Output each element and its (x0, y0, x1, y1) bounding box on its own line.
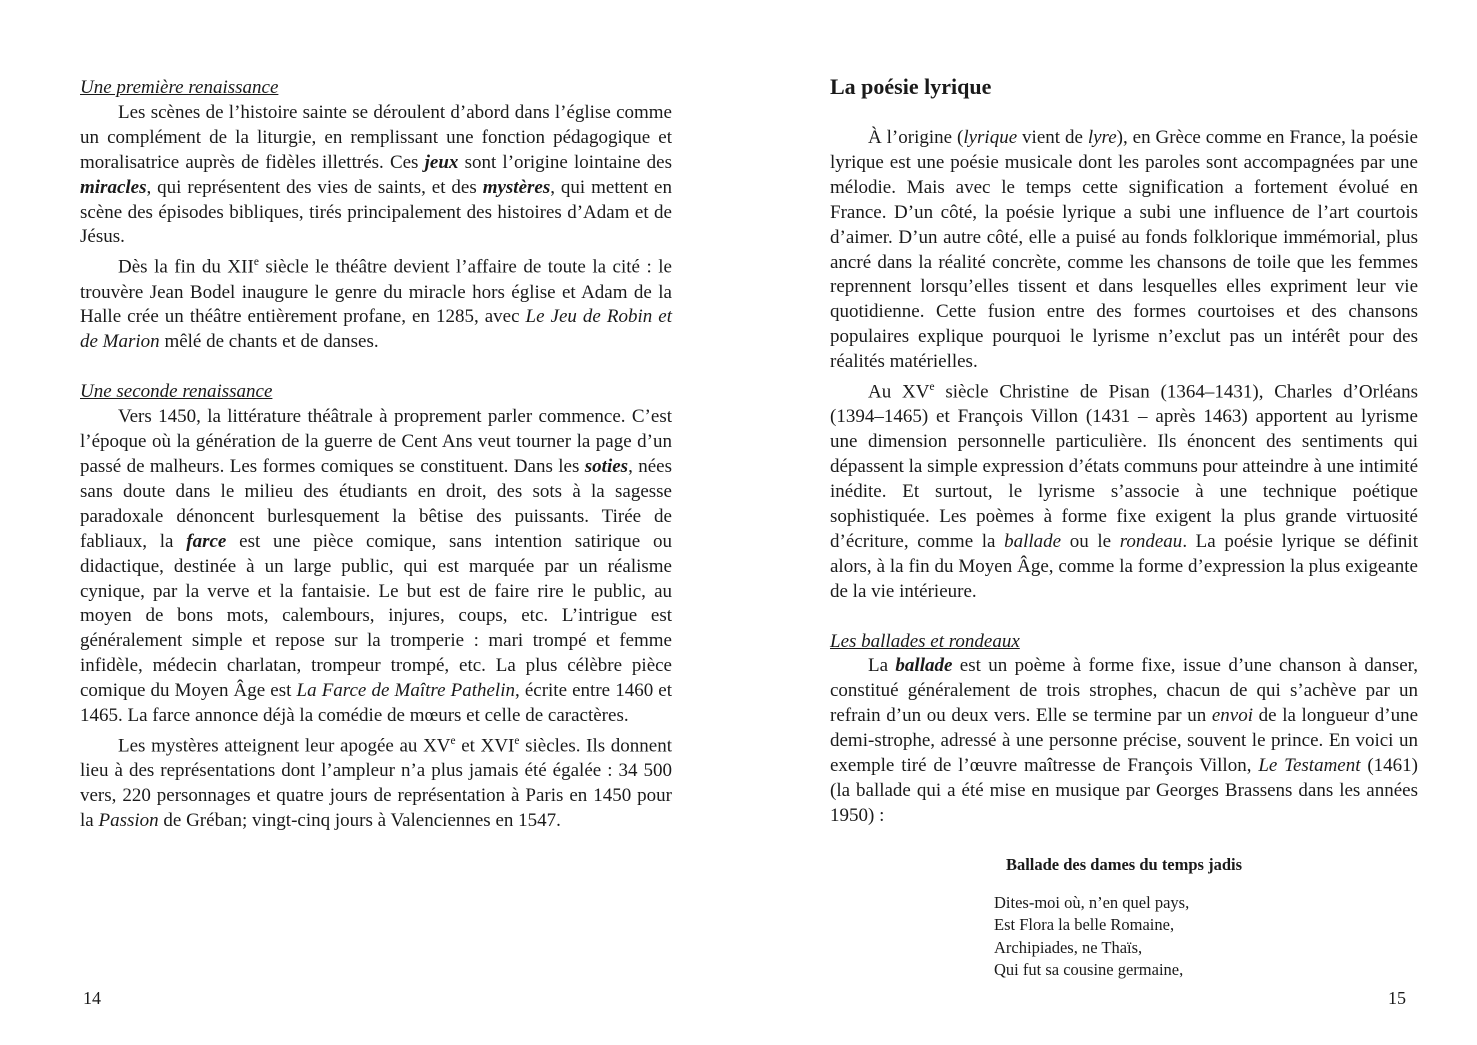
chapter-title: La poésie lyrique (830, 74, 992, 99)
page-number: 15 (1388, 988, 1406, 1008)
right-page (738, 0, 1477, 1045)
right-text-column (830, 74, 1418, 982)
section-heading: Une première renaissance (80, 77, 279, 98)
poem-title: Ballade des dames du temps jadis (1005, 854, 1243, 874)
paragraph: Les mystères atteignent leur apogée au XVe et XVIe siècles. Ils donnent lieu à des représentations dont l’ampleur n’a plus jamais été égalée : 34 500 vers, 220 personnages et quatre jours de représentation à Paris en 1450 pour la Passion de Gréban; vingt-cinq jours à Valenciennes en 1547. (80, 734, 673, 832)
paragraph: Les scènes de l’histoire sainte se déroulent d’abord dans l’église comme un complément de la liturgie, en remplissant une fonction pédagogique et moralisatrice auprès de fidèles illettrés. Ces jeux sont l’origine lointaine des miracles, qui représentent des vies de saints, et des mystères, qui mettent en scène des épisodes bibliques, tirés principalement des histoires d’Adam et de Jésus. (80, 101, 673, 248)
paragraph: À l’origine (lyrique vient de lyre), en Grèce comme en France, la poésie lyrique est une poésie musicale dont les paroles sont accompagnées par une mélodie. Mais avec le temps cette signification a fortement évolué en France. D’un côté, la poésie lyrique a subi une influence de l’art courtois d’aimer. D’un autre côté, elle a puisé au fonds folklorique immémorial, plus ancré dans la réalité concrète, comme les chansons de toile que les femmes reprennent lorsqu’elles tissent et dans lesquelles elles expriment leur vie quotidienne. Cette fusion entre des formes courtoises et des chansons populaires explique pourquoi le lyrisme n’exclut pas un intérêt pour des réalités matérielles. (830, 127, 1418, 373)
paragraph: Vers 1450, la littérature théâtrale à proprement parler commence. C’est l’époque où la génération de la guerre de Cent Ans veut tourner la page d’un passé de malheurs. Les formes comiques se constituent. Dans les soties, nées sans doute dans le milieu des étudiants en droit, des sots à la sagesse paradoxale dénoncent burlesquement la bêtise des puissants. Tirée de fabliaux, la farce est une pièce comique, sans intention satirique ou didactique, destinée à un large public, qui est marquée par un réalisme cynique, par la verve et la fantaisie. Le but est de faire rire le public, au moyen de bons mots, calembours, injures, coups, etc. L’intrigue est généralement simple et repose sur la tromperie : mari trompé et femme infidèle, médecin charlatan, trompeur trompé, etc. La plus célèbre pièce comique du Moyen Âge est La Farce de Maître Pathelin, écrite entre 1460 et 1465. La farce annonce déjà la comédie de mœurs et celle de caractères. (80, 406, 673, 727)
left-text-column (80, 76, 672, 834)
paragraph: Au XVe siècle Christine de Pisan (1364–1431), Charles d’Orléans (1394–1465) et François Villon (1431 – après 1463) apportent au lyrisme une dimension personnelle particulière. Ils énoncent des sentiments qui dépassent la simple expression d’états communs pour atteindre à une intimité inédite. Et surtout, le lyrisme s’associe à une technique poétique sophistiquée. Les poèmes à forme fixe exigent la plus grande virtuosité d’écriture, comme la ballade ou le rondeau. La poésie lyrique se définit alors, à la fin du Moyen Âge, comme la forme d’expression la plus exigeante de la vie intérieure. (830, 381, 1418, 602)
poem-stanza (830, 892, 1418, 982)
paragraph: La ballade est un poème à forme fixe, issue d’une chanson à danser, constitué généralement de trois strophes, chacun de qui s’achève par un refrain d’un ou deux vers. Elle se termine par un envoi de la longueur d’une demi-strophe, adressé à une personne précise, souvent le prince. En voici un exemple tiré de l’œuvre maîtresse de François Villon, Le Testament (1461) (la ballade qui a été mise en musique par Georges Brassens dans les années 1950) : (830, 655, 1419, 826)
section-heading: Les ballades et rondeaux (830, 630, 1020, 652)
poem-line: Archipiades, ne Thaïs, (994, 937, 1143, 957)
paragraph: Dès la fin du XIIe siècle le théâtre devient l’affaire de toute la cité : le trouvère Jean Bodel inaugure le genre du miracle hors église et Adam de la Halle crée un théâtre entièrement profane, en 1285, avec Le Jeu de Robin et de Marion mêlé de chants et de danses. (80, 256, 672, 353)
poem-line: Dites-moi où, n’en quel pays, (994, 892, 1190, 912)
section-heading: Une seconde renaissance (80, 381, 273, 403)
poem-line: Qui fut sa cousine germaine, (994, 960, 1184, 980)
left-page (0, 0, 738, 1045)
page-number: 14 (83, 988, 101, 1008)
poem-line: Est Flora la belle Romaine, (994, 915, 1175, 935)
